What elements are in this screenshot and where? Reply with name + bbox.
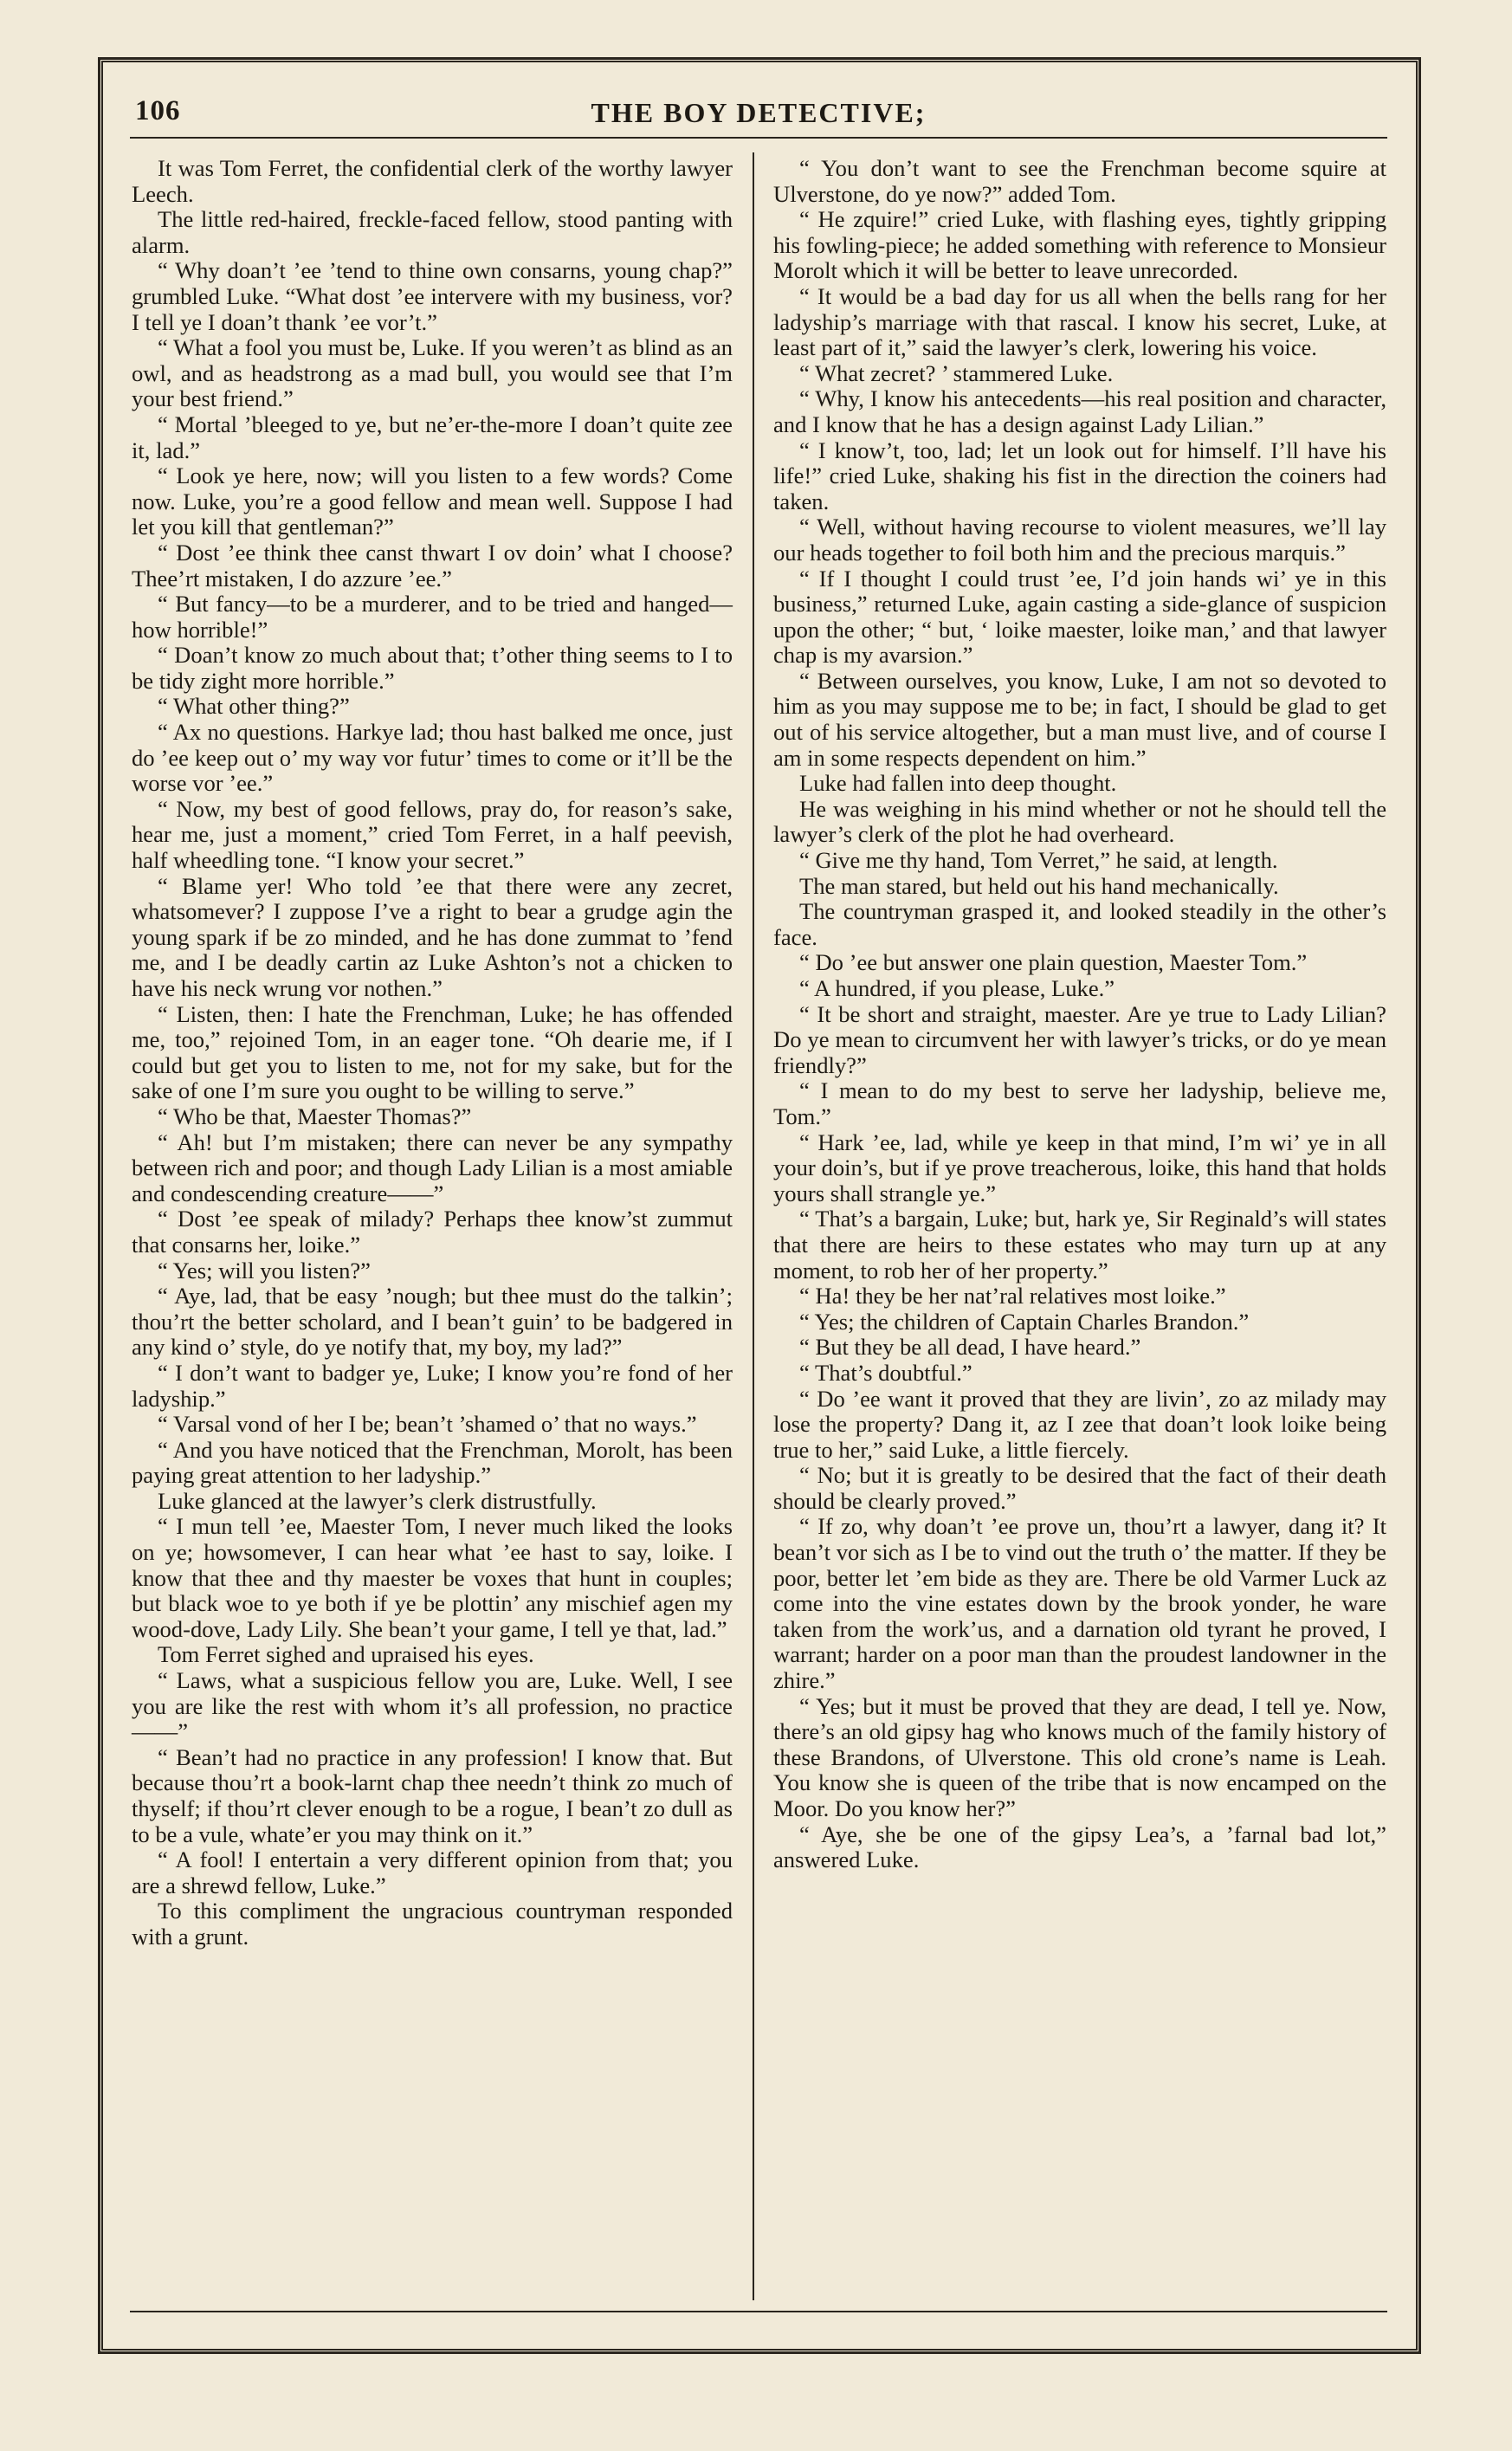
paragraph: “ A hundred, if you please, Luke.” <box>799 975 1115 1001</box>
paragraph: The man stared, but held out his hand mechanically. <box>799 872 1279 899</box>
header-rule <box>130 137 1387 139</box>
paragraph: “ No; but it is greatly to be desired that the fact of their death should be clearly proved.” <box>773 1462 1386 1514</box>
paragraph: “ Between ourselves, you know, Luke, I am not so devoted to him as you may suppose me to be; in fact, I should be glad to get out of his service altogether, but a man must live, and of course I am in some respects dependent on him.” <box>773 667 1386 771</box>
paragraph: To this compliment the ungracious countryman responded with a grunt. <box>132 1898 733 1950</box>
paragraph: “ Varsal vond of her I be; bean’t ’shamed o’ that no ways.” <box>158 1411 697 1438</box>
paragraph: “ If I thought I could trust ’ee, I’d join hands wi’ ye in this business,” returned Luke, again casting a side-glance of suspicion upon the other; “ but, ‘ loike maester, loike man,’ and that lawyer chap is my avarsion.” <box>773 565 1386 669</box>
paragraph: “ What zecret? ’ stammered Luke. <box>799 359 1114 386</box>
paragraph: “ It would be a bad day for us all when the bells rang for her ladyship’s marriage with that rascal. I know his secret, Luke, at least part of it,” said the lawyer’s clerk, lowering his voice. <box>773 282 1386 361</box>
footer-rule <box>130 2311 1387 2312</box>
paragraph: “ Do ’ee want it proved that they are livin’, zo az milady may lose the property? Dang it, az I zee that doan’t look loike being true to her,” said Luke, a little fiercely. <box>773 1385 1386 1463</box>
paragraph: “ Mortal ’bleeged to ye, but ne’er-the-more I doan’t quite zee it, lad.” <box>132 411 733 463</box>
paragraph: Tom Ferret sighed and upraised his eyes. <box>158 1641 534 1668</box>
paragraph: “ Do ’ee but answer one plain question, Maester Tom.” <box>799 949 1308 976</box>
paragraph: “ Aye, she be one of the gipsy Lea’s, a ’farnal bad lot,” answered Luke. <box>773 1820 1386 1873</box>
column-divider <box>753 152 754 2300</box>
paragraph: “ Dost ’ee speak of milady? Perhaps thee know’st zummut that consarns her, loike.” <box>132 1206 733 1258</box>
paragraph: “ Laws, what a suspicious fellow you are, Luke. Well, I see you are like the rest with whom it’s all profession, no practice——” <box>132 1667 733 1745</box>
running-title: THE BOY DETECTIVE; <box>591 97 927 128</box>
paragraph: “ Who be that, Maester Thomas?” <box>158 1103 472 1129</box>
paragraph: “ But fancy—to be a murderer, and to be tried and hanged—how horrible!” <box>132 591 733 643</box>
paragraph: “ Yes; but it must be proved that they are dead, I tell ye. Now, there’s an old gipsy hag who knows much of the family history of these Brandons, of Ulverstone. This old crone’s name is Leah. You know she is queen of the tribe that is now encamped on the Moor. Do you know her?” <box>773 1692 1386 1821</box>
paragraph: “ Ax no questions. Harkye lad; thou hast balked me once, just do ’ee keep out o’ my way vor futur’ times to come or it’ll be the worse vor ’ee.” <box>132 719 733 797</box>
paragraph: “ It be short and straight, maester. Are ye true to Lady Lilian? Do ye mean to circumvent her with lawyer’s tricks, or do ye mean friendly?” <box>773 1000 1386 1078</box>
paragraph: “ I mun tell ’ee, Maester Tom, I never much liked the looks on ye; howsomever, I can hear what ’ee hast to say, loike. I know that thee and thy maester be voxes that hunt in couples; but black woe to ye both if ye be plottin’ any mischief agen my wood-dove, Lady Lily. She bean’t your game, I tell ye that, lad.” <box>132 1513 733 1642</box>
paragraph: “ Now, my best of good fellows, pray do, for reason’s sake, hear me, just a moment,” cried Tom Ferret, in a half peevish, half wheedling tone. “I know your secret.” <box>132 795 733 874</box>
paragraph: Luke had fallen into deep thought. <box>799 770 1117 797</box>
paragraph: The little red-haired, freckle-faced fellow, stood panting with alarm. <box>132 206 733 258</box>
paragraph: “ Give me thy hand, Tom Verret,” he said, at length. <box>799 847 1278 874</box>
paragraph: “ You don’t want to see the Frenchman become squire at Ulverstone, do ye now?” added Tom. <box>773 155 1386 207</box>
paragraph: “ Blame yer! Who told ’ee that there were any zecret, whatsomever? I zuppose I’ve a right to bear a grudge agin the young spark if be zo minded, and he has done zummat to ’fend me, and I be deadly cartin az Luke Ashton’s not a chicken to have his neck wrung vor nothen.” <box>132 872 733 1001</box>
paragraph: It was Tom Ferret, the confidential clerk of the worthy lawyer Leech. <box>132 155 733 207</box>
paragraph: “ Listen, then: I hate the Frenchman, Luke; he has offended me, too,” rejoined Tom, in an eager tone. “Oh dearie me, if I could but get you to listen to me, not for my sake, but for the sake of one I’m sure you ought to be willing to serve.” <box>132 1000 733 1104</box>
left-column <box>132 156 733 1950</box>
paragraph: “ Look ye here, now; will you listen to a few words? Come now. Luke, you’re a good fellow and mean well. Suppose I had let you kill that gentleman?” <box>132 462 733 540</box>
right-column <box>773 156 1386 1873</box>
paragraph: “ What a fool you must be, Luke. If you weren’t as blind as an owl, and as headstrong as a mad bull, you would see that I’m your best friend.” <box>132 334 733 412</box>
paragraph: “ Yes; will you listen?” <box>158 1257 371 1284</box>
paragraph: “ If zo, why doan’t ’ee prove un, thou’rt a lawyer, dang it? It bean’t vor sich as I be to vind out the truth o’ the matter. If they be poor, better let ’em bide as they are. There be old Varmer Luck az come into the vine estates down by the brook yonder, he ware taken from the work’us, and a darnation old tyrant he proved, I warrant; harder on a poor man than the proudest landowner in the zhire.” <box>773 1513 1386 1694</box>
paragraph: The countryman grasped it, and looked steadily in the other’s face. <box>773 898 1386 950</box>
paragraph: “ That’s a bargain, Luke; but, hark ye, Sir Reginald’s will states that there are heirs to these estates who may turn up at any moment, to rob her of her property.” <box>773 1206 1386 1284</box>
paragraph: “ Dost ’ee think thee canst thwart I ov doin’ what I choose? Thee’rt mistaken, I do azzure ’ee.” <box>132 539 733 592</box>
paragraph: “ Why, I know his antecedents—his real position and character, and I know that he has a design against Lady Lilian.” <box>773 385 1386 437</box>
paragraph: “ Yes; the children of Captain Charles Brandon.” <box>799 1308 1250 1335</box>
paragraph: “ Hark ’ee, lad, while ye keep in that mind, I’m wi’ ye in all your doin’s, but if ye prove treacherous, loike, this hand that holds yours shall strangle ye.” <box>773 1128 1386 1206</box>
paragraph: “ Doan’t know zo much about that; t’other thing seems to I to be tidy zight more horrible.” <box>132 642 733 694</box>
paragraph: “ I mean to do my best to serve her ladyship, believe me, Tom.” <box>773 1077 1386 1129</box>
paragraph: Luke glanced at the lawyer’s clerk distrustfully. <box>158 1487 597 1514</box>
page-number: 106 <box>135 95 181 126</box>
paragraph: “ Bean’t had no practice in any profession! I know that. But because thou’rt a book-larnt chap thee needn’t think zo much of thyself; if thou’rt clever enough to be a rogue, I bean’t zo dull as to be a vule, whate’er you may think on it.” <box>132 1743 733 1847</box>
paragraph: “ Why doan’t ’ee ’tend to thine own consarns, young chap?” grumbled Luke. “What dost ’ee intervere with my business, vor? I tell ye I doan’t thank ’ee vor’t.” <box>132 257 733 335</box>
paragraph: “ What other thing?” <box>158 693 350 720</box>
paragraph: “ Well, without having recourse to violent measures, we’ll lay our heads together to foil both him and the precious marquis.” <box>773 514 1386 566</box>
paragraph: “ That’s doubtful.” <box>799 1359 972 1386</box>
paragraph: “ He zquire!” cried Luke, with flashing eyes, tightly gripping his fowling-piece; he added something with reference to Monsieur Morolt which it will be better to leave unrecorded. <box>773 206 1386 284</box>
page-header <box>130 90 1387 142</box>
paragraph: “ Ah! but I’m mistaken; there can never be any sympathy between rich and poor; and though Lady Lilian is a most amiable and condescending creature——” <box>132 1128 733 1206</box>
paragraph: “ But they be all dead, I have heard.” <box>799 1334 1141 1361</box>
paragraph: He was weighing in his mind whether or not he should tell the lawyer’s clerk of the plot he had overheard. <box>773 795 1386 848</box>
paragraph: “ A fool! I entertain a very different opinion from that; you are a shrewd fellow, Luke.” <box>132 1846 733 1898</box>
paragraph: “ Aye, lad, that be easy ’nough; but thee must do the talkin’; thou’rt the better scholard, and I bean’t guin’ to be badgered in any kind o’ style, do ye notify that, my boy, my lad?” <box>132 1283 733 1361</box>
paragraph: “ I know’t, too, lad; let un look out for himself. I’ll have his life!” cried Luke, shaking his fist in the direction the coiners had taken. <box>773 437 1386 514</box>
paragraph: “ Ha! they be her nat’ral relatives most loike.” <box>799 1283 1226 1310</box>
paragraph: “ I don’t want to badger ye, Luke; I know you’re fond of her ladyship.” <box>132 1359 733 1412</box>
paragraph: “ And you have noticed that the Frenchman, Morolt, has been paying great attention to her ladyship.” <box>132 1436 733 1489</box>
